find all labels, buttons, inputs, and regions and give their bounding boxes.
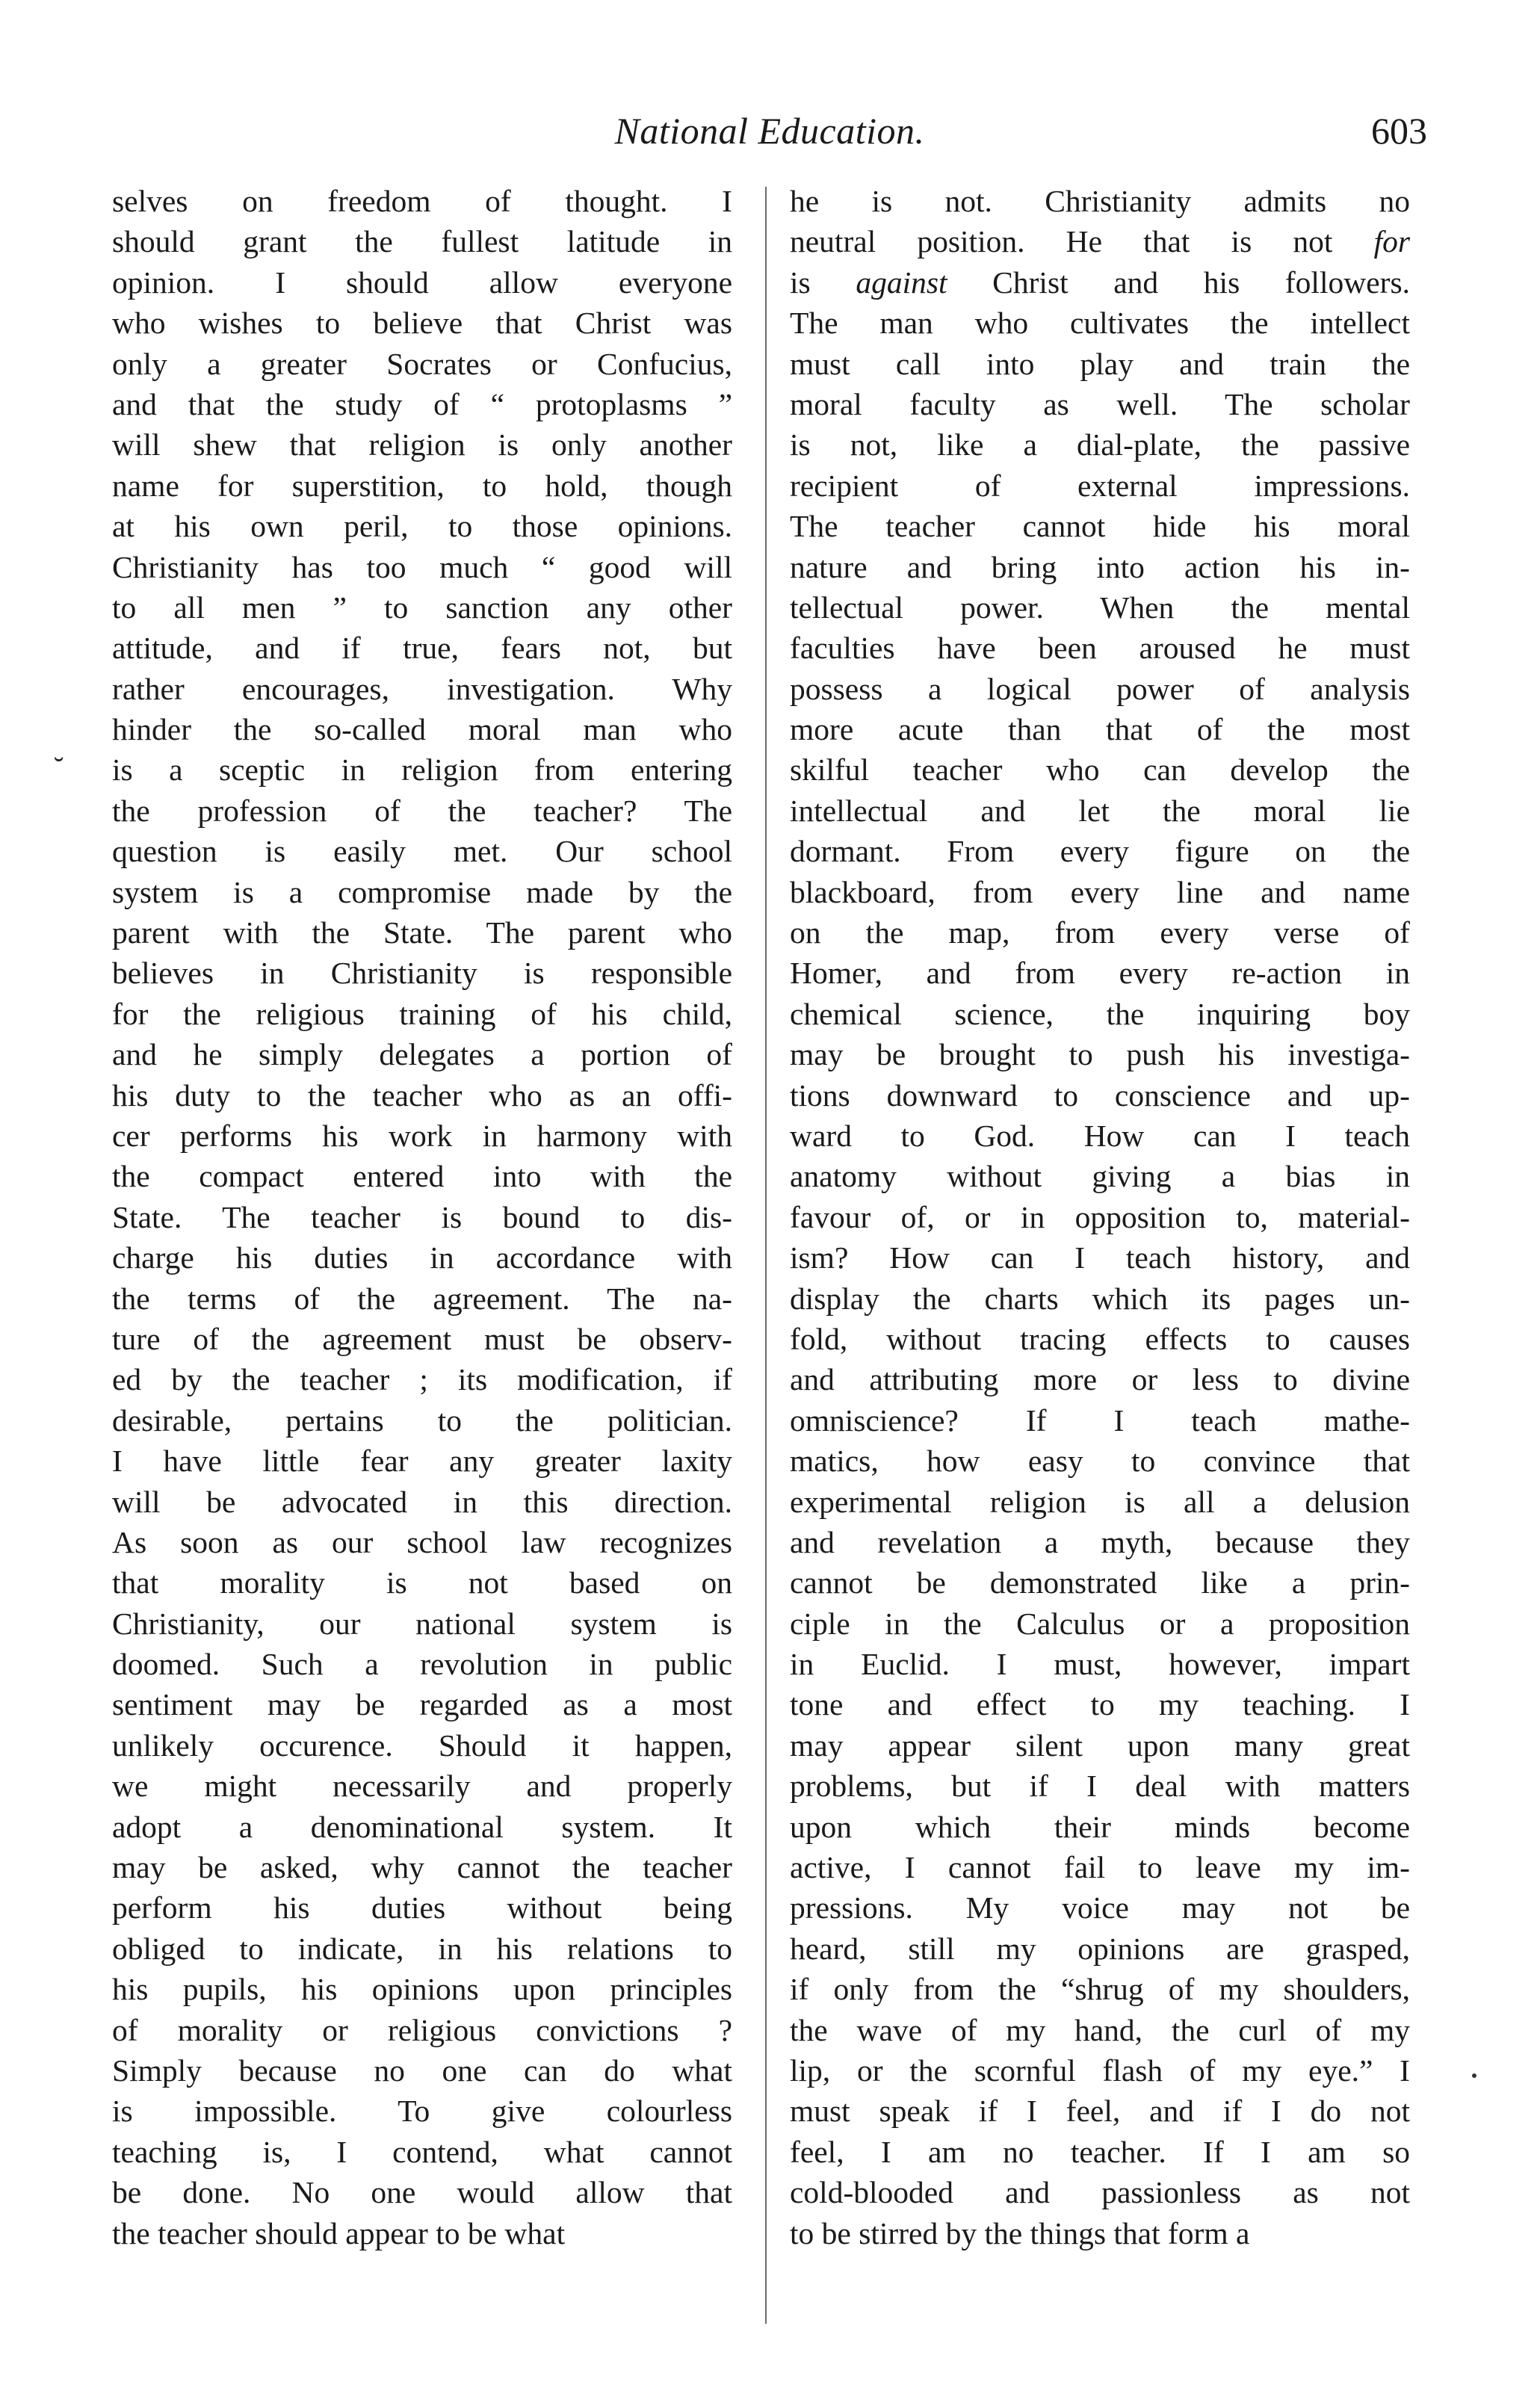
text-line: that morality is not based on	[112, 1565, 732, 1600]
text-line: selves on freedom of thought. I	[112, 184, 732, 218]
text-line: attitude, and if true, fears not, but	[112, 631, 732, 666]
text-line: faculties have been aroused he must	[790, 631, 1410, 666]
text-line: will shew that religion is only another	[112, 427, 732, 463]
text-line: feel, I am no teacher. If I am so	[790, 2134, 1410, 2169]
text-line: the wave of my hand, the curl of my	[790, 2012, 1410, 2047]
text-line: only a greater Socrates or Confucius,	[112, 346, 732, 381]
text-line: lip, or the scornful flash of my eye.” I	[790, 2053, 1410, 2088]
text-line: doomed. Such a revolution in public	[112, 1647, 732, 1682]
text-line: tions downward to conscience and up-	[790, 1077, 1410, 1113]
running-head	[112, 105, 1427, 157]
text-line: will be advocated in this direction.	[112, 1484, 732, 1519]
text-line: adopt a denominational system. It	[112, 1809, 732, 1844]
text-line: and that the study of “ protoplasms ”	[112, 386, 732, 421]
text-line: desirable, pertains to the politician.	[112, 1402, 732, 1438]
text-line: tellectual power. When the mental	[790, 590, 1410, 625]
text-line: for the religious training of his child,	[112, 996, 732, 1031]
text-line: possess a logical power of analysis	[790, 671, 1410, 706]
text-line: tone and effect to my teaching. I	[790, 1687, 1410, 1722]
text-line: perform his duties without being	[112, 1890, 732, 1925]
text-line: pressions. My voice may not be	[790, 1890, 1410, 1925]
text-line: may appear silent upon many great	[790, 1727, 1410, 1763]
text-line: hinder the so-called moral man who	[112, 712, 732, 747]
text-line: ture of the agreement must be observ-	[112, 1321, 732, 1356]
text-line: obliged to indicate, in his relations to	[112, 1931, 732, 1966]
text-line: is against Christ and his followers.	[790, 265, 1410, 300]
text-line: is not, like a dial-plate, the passive	[790, 427, 1410, 463]
text-line: believes in Christianity is responsible	[112, 956, 732, 991]
text-line: name for superstition, to hold, though	[112, 468, 732, 503]
text-line: teaching is, I contend, what cannot	[112, 2134, 732, 2169]
text-line: more acute than that of the most	[790, 712, 1410, 747]
text-line: I have little fear any greater laxity	[112, 1444, 732, 1479]
text-line: matics, how easy to convince that	[790, 1444, 1410, 1479]
text-line: recipient of external impressions.	[790, 468, 1410, 503]
text-line: cannot be demonstrated like a prin-	[790, 1565, 1410, 1600]
text-line: be done. No one would allow that	[112, 2175, 732, 2210]
emphasized-word: against	[856, 265, 947, 300]
text-line: As soon as our school law recognizes	[112, 1524, 732, 1559]
text-line: is impossible. To give colourless	[112, 2094, 732, 2129]
text-line: dormant. From every figure on the	[790, 834, 1410, 869]
text-line: State. The teacher is bound to dis-	[112, 1199, 732, 1234]
emphasized-word: for	[1373, 224, 1410, 259]
text-line: ciple in the Calculus or a proposition	[790, 1606, 1410, 1641]
text-line: at his own peril, to those opinions.	[112, 509, 732, 544]
text-line: skilful teacher who can develop the	[790, 752, 1410, 788]
text-line: the teacher should appear to be what	[112, 2215, 566, 2251]
text-line: unlikely occurence. Should it happen,	[112, 1727, 732, 1763]
text-line: Christianity has too much “ good will	[112, 549, 732, 584]
text-line: to be stirred by the things that form a	[790, 2215, 1250, 2251]
text-line: Christianity, our national system is	[112, 1606, 732, 1641]
text-line: chemical science, the inquiring boy	[790, 996, 1410, 1031]
text-line: experimental religion is all a delusion	[790, 1484, 1410, 1519]
text-line: may be asked, why cannot the teacher	[112, 1850, 732, 1885]
text-line: if only from the “shrug of my shoulders,	[790, 1972, 1410, 2007]
text-line: we might necessarily and properly	[112, 1769, 732, 1804]
text-line: active, I cannot fail to leave my im-	[790, 1850, 1410, 1885]
text-line: and he simply delegates a portion of	[112, 1037, 732, 1072]
text-line: he is not. Christianity admits no	[790, 184, 1410, 218]
right-text-column	[790, 181, 1410, 2254]
text-line: moral faculty as well. The scholar	[790, 386, 1410, 421]
text-line: in Euclid. I must, however, impart	[790, 1647, 1410, 1682]
text-line: charge his duties in accordance with	[112, 1240, 732, 1275]
text-line: must call into play and train the	[790, 346, 1410, 381]
text-line: Homer, and from every re-action in	[790, 956, 1410, 991]
margin-dot	[1472, 2073, 1476, 2078]
text-line: on the map, from every verse of	[790, 915, 1410, 950]
text-line: parent with the State. The parent who	[112, 915, 732, 950]
text-line: who wishes to believe that Christ was	[112, 306, 732, 341]
text-line: ward to God. How can I teach	[790, 1118, 1410, 1153]
text-line: cold-blooded and passionless as not	[790, 2175, 1410, 2210]
text-line: question is easily met. Our school	[112, 834, 732, 869]
text-line: rather encourages, investigation. Why	[112, 671, 732, 706]
text-line: intellectual and let the moral lie	[790, 793, 1410, 828]
text-line: cer performs his work in harmony with	[112, 1118, 732, 1153]
left-text-column	[112, 181, 732, 2254]
text-line: neutral position. He that is not for	[790, 224, 1410, 259]
text-line: blackboard, from every line and name	[790, 874, 1410, 909]
text-line: The man who cultivates the intellect	[790, 306, 1410, 341]
text-line: to all men ” to sanction any other	[112, 590, 732, 625]
text-line: omniscience? If I teach mathe-	[790, 1402, 1410, 1438]
text-line: anatomy without giving a bias in	[790, 1159, 1410, 1194]
text-line: upon which their minds become	[790, 1809, 1410, 1844]
text-line: nature and bring into action his in-	[790, 549, 1410, 584]
text-line: favour of, or in opposition to, material-	[790, 1199, 1410, 1234]
text-line: the compact entered into with the	[112, 1159, 732, 1194]
text-line: ism? How can I teach history, and	[790, 1240, 1410, 1275]
text-line: system is a compromise made by the	[112, 874, 732, 909]
text-line: must speak if I feel, and if I do not	[790, 2094, 1410, 2129]
running-title: National Education.	[614, 110, 925, 152]
column-rule	[765, 187, 767, 2324]
text-line: ed by the teacher ; its modification, if	[112, 1362, 732, 1397]
text-line: is a sceptic in religion from entering	[112, 752, 732, 788]
text-line: should grant the fullest latitude in	[112, 224, 732, 259]
text-line: The teacher cannot hide his moral	[790, 509, 1410, 544]
text-line: his pupils, his opinions upon principles	[112, 1972, 732, 2007]
text-line: fold, without tracing effects to causes	[790, 1321, 1410, 1356]
text-line: may be brought to push his investiga-	[790, 1037, 1410, 1072]
text-line: sentiment may be regarded as a most	[112, 1687, 732, 1722]
text-line: and attributing more or less to divine	[790, 1362, 1410, 1397]
text-line: Simply because no one can do what	[112, 2053, 732, 2088]
text-line: problems, but if I deal with matters	[790, 1769, 1410, 1804]
text-line: his duty to the teacher who as an offi-	[112, 1077, 732, 1113]
margin-mark: ˘	[54, 751, 64, 785]
text-line: opinion. I should allow everyone	[112, 265, 732, 300]
text-line: heard, still my opinions are grasped,	[790, 1931, 1410, 1966]
text-line: of morality or religious convictions ?	[112, 2012, 732, 2047]
text-line: display the charts which its pages un-	[790, 1281, 1410, 1316]
text-line: the terms of the agreement. The na-	[112, 1281, 732, 1316]
text-line: and revelation a myth, because they	[790, 1524, 1410, 1559]
page-number: 603	[1371, 110, 1427, 152]
text-line: the profession of the teacher? The	[112, 793, 732, 828]
